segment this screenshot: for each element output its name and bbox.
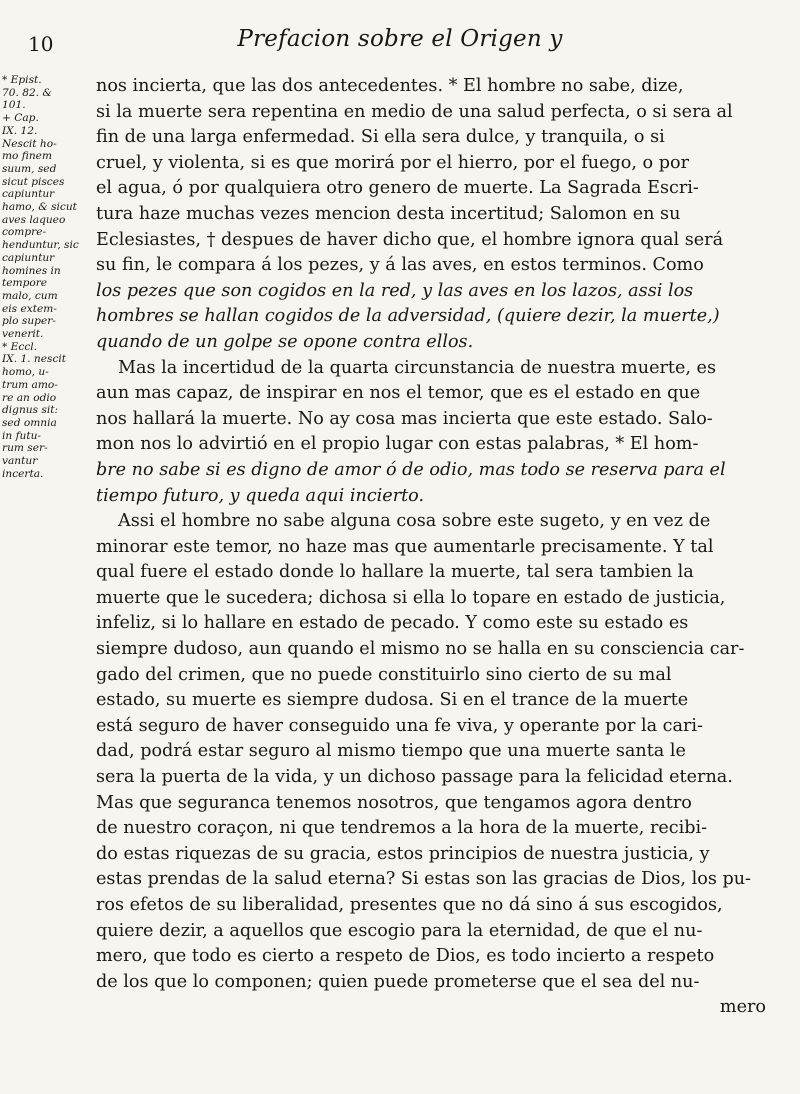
page-number: 10 <box>28 32 54 56</box>
text-line: su fin, le compara á los pezes, y á las aves, en estos terminos. Como <box>96 255 704 276</box>
text-line: siempre dudoso, aun quando el mismo no se halla en su consciencia car- <box>96 639 745 660</box>
margin-note: rum ser- <box>2 442 48 455</box>
text-line: do estas riquezas de su gracia, estos principios de nuestra justicia, y <box>96 843 710 864</box>
text-line: minorar este temor, no haze mas que aumentarle precisamente. Y tal <box>96 536 714 557</box>
margin-note: dignus sit: <box>2 404 59 417</box>
text-line: mero <box>719 997 766 1018</box>
text-line: hombres se hallan cogidos de la adversidad, (quiere dezir, la muerte,) <box>96 306 720 327</box>
margin-note: * Eccl. <box>2 340 38 353</box>
text-line: el agua, ó por qualquiera otro genero de muerte. La Sagrada Escri- <box>96 178 699 199</box>
margin-note: venerit. <box>2 328 44 341</box>
text-line: tiempo futuro, y queda aqui incierto. <box>96 485 425 506</box>
text-line: quiere dezir, a aquellos que escogio para la eternidad, de que el nu- <box>96 920 703 941</box>
text-line: estado, su muerte es siempre dudosa. Si en el trance de la muerte <box>96 690 689 711</box>
text-line: nos hallará la muerte. No ay cosa mas incierta que este estado. Salo- <box>96 408 713 429</box>
page-header <box>0 14 800 54</box>
margin-note: vantur <box>2 455 38 468</box>
text-line: bre no sabe si es digno de amor ó de odio, mas todo se reserva para el <box>96 459 726 480</box>
margin-note: mo finem <box>2 150 52 163</box>
text-line: está seguro de haver conseguido una fe viva, y operante por la cari- <box>96 715 703 736</box>
text-line: fin de una larga enfermedad. Si ella sera dulce, y tranquila, o si <box>96 127 665 148</box>
margin-note: capiuntur <box>2 251 55 264</box>
margin-note: re an odio <box>2 391 57 404</box>
text-line: sera la puerta de la vida, y un dichoso passage para la felicidad eterna. <box>96 767 733 788</box>
margin-note: + Cap. <box>2 112 39 125</box>
text-line: cruel, y violenta, si es que morirá por el hierro, por el fuego, o por <box>96 152 689 173</box>
margin-note: hamo, & sicut <box>2 201 77 214</box>
margin-note: compre- <box>2 226 47 239</box>
text-line: aun mas capaz, de inspirar en nos el temor, que es el estado en que <box>96 383 701 404</box>
margin-note: IX. 1. nescit <box>2 353 67 366</box>
text-line: Assi el hombre no sabe alguna cosa sobre este sugeto, y en vez de <box>118 511 711 532</box>
margin-note: * Epist. <box>2 74 42 86</box>
text-line: mero, que todo es cierto a respeto de Dios, es todo incierto a respeto <box>96 946 715 967</box>
margin-note: 101. <box>2 99 26 112</box>
margin-note: sicut pisces <box>2 175 65 188</box>
text-line: Eclesiastes, † despues de haver dicho que, el hombre ignora qual será <box>96 229 724 250</box>
margin-note: capiuntur <box>2 188 55 201</box>
margin-note: sed omnia <box>2 416 57 429</box>
text-line: de los que lo componen; quien puede prometerse que el sea del nu- <box>96 971 700 992</box>
text-line: dad, podrá estar seguro al mismo tiempo que una muerte santa le <box>96 741 686 762</box>
text-line: nos incierta, que las dos antecedentes. * El hombre no sabe, dize, <box>96 76 684 96</box>
margin-note: 70. 82. & <box>2 86 52 99</box>
margin-note: eis extem- <box>2 302 57 315</box>
text-line: ros efetos de su liberalidad, presentes que no dá sino á sus escogidos, <box>96 895 723 915</box>
margin-note: tempore <box>2 277 48 290</box>
body-text <box>96 74 772 1049</box>
text-line: mon nos lo advirtió en el propio lugar con estas palabras, * El hom- <box>96 434 699 455</box>
running-head: Prefacion sobre el Origen y <box>237 26 563 52</box>
margin-notes <box>0 74 92 1024</box>
margin-note: homines in <box>2 264 61 277</box>
text-line: infeliz, si lo hallare en estado de pecado. Y como este su estado es <box>96 613 689 634</box>
text-line: los pezes que son cogidos en la red, y las aves en los lazos, assi los <box>96 280 694 301</box>
text-line: tura haze muchas vezes mencion desta incertitud; Salomon en su <box>96 203 681 224</box>
text-line: gado del crimen, que no puede constituirlo sino cierto de su mal <box>96 664 672 685</box>
margin-note: homo, u- <box>2 366 49 379</box>
margin-note: malo, cum <box>2 289 58 302</box>
text-line: qual fuere el estado donde lo hallare la muerte, tal sera tambien la <box>96 562 694 583</box>
text-line: Mas la incertidud de la quarta circunstancia de nuestra muerte, es <box>118 357 716 378</box>
margin-note: plo super- <box>2 315 56 328</box>
margin-note: incerta. <box>2 467 44 480</box>
margin-note: in futu- <box>2 429 41 442</box>
text-line: estas prendas de la salud eterna? Si estas son las gracias de Dios, los pu- <box>96 869 751 890</box>
text-line: de nuestro coraçon, ni que tendremos a la hora de la muerte, recibi- <box>96 818 708 839</box>
margin-note: henduntur, sic <box>2 239 79 252</box>
margin-note: trum amo- <box>2 378 58 391</box>
margin-note: Nescit ho- <box>2 137 57 150</box>
text-line: muerte que le sucedera; dichosa si ella lo topare en estado de justicia, <box>96 587 726 608</box>
text-line: Mas que seguranca tenemos nosotros, que tengamos agora dentro <box>96 792 692 813</box>
margin-note: IX. 12. <box>2 124 38 137</box>
margin-note: aves laqueo <box>2 213 66 226</box>
text-line: si la muerte sera repentina en medio de una salud perfecta, o si sera al <box>96 101 733 122</box>
margin-note: suum, sed <box>2 162 57 175</box>
text-line: quando de un golpe se opone contra ellos. <box>96 331 474 352</box>
